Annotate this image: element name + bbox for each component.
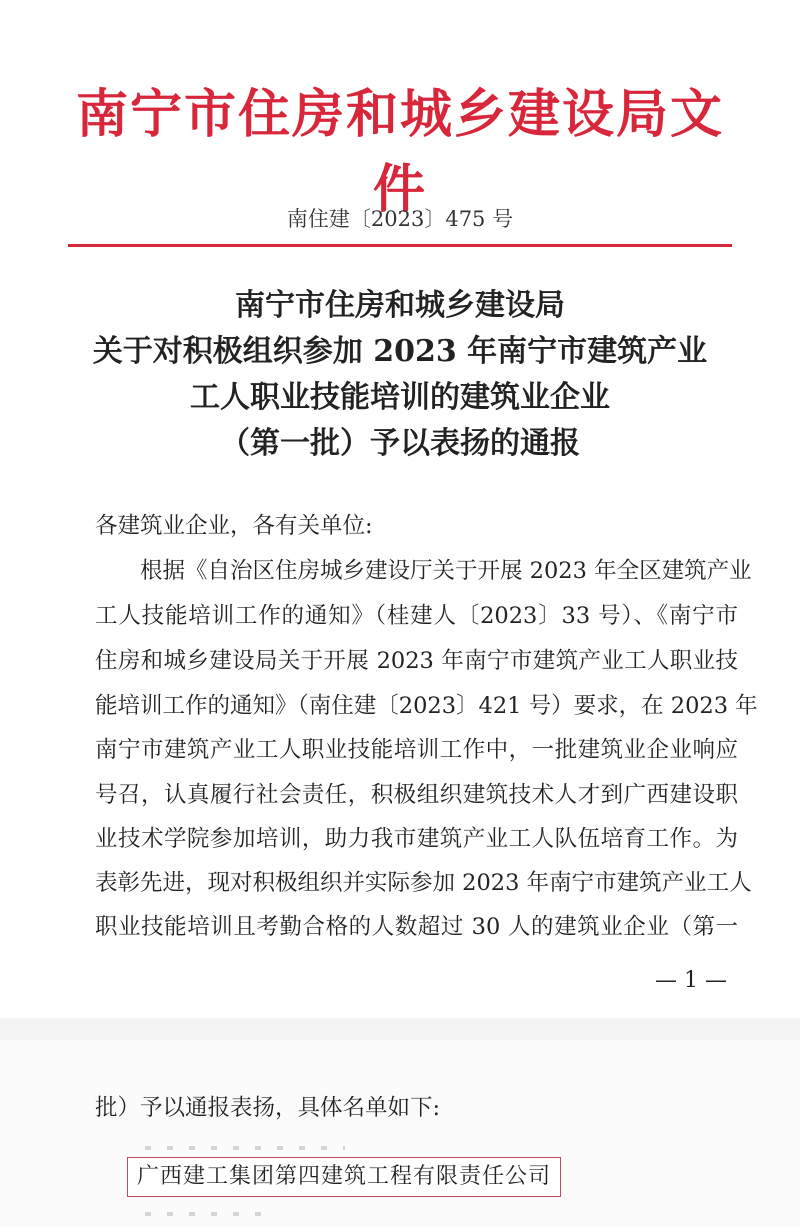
continuation-line: 批）予以通报表扬，具体名单如下:: [95, 1095, 441, 1121]
body-line: 工人技能培训工作的通知》（桂建人〔2023〕33 号）、《南宁市: [95, 603, 738, 629]
faded-text-line: [145, 1146, 345, 1150]
org-header-title: 南宁市住房和城乡建设局文件: [75, 85, 724, 220]
body-line: 住房和城乡建设局关于开展 2023 年南宁市建筑产业工人职业技: [95, 648, 738, 674]
body-line: 南宁市建筑产业工人职业技能培训工作中，一批建筑业企业响应: [95, 737, 738, 763]
notice-title-line: 南宁市住房和城乡建设局: [235, 288, 565, 323]
notice-title-line: （第一批）予以表扬的通报: [220, 426, 580, 461]
body-line: 表彰先进，现对积极组织并实际参加 2023 年南宁市建筑产业工人: [95, 870, 752, 896]
salutation: 各建筑业企业，各有关单位:: [95, 513, 373, 539]
red-divider: [68, 244, 732, 247]
notice-title-line: 工人职业技能培训的建筑业企业: [190, 380, 610, 415]
body-line: 业技术学院参加培训，助力我市建筑产业工人队伍培育工作。为: [95, 826, 738, 852]
notice-title-line: 关于对积极组织参加 2023 年南宁市建筑产业: [92, 334, 708, 369]
body-line: 根据《自治区住房城乡建设厅关于开展 2023 年全区建筑产业: [140, 558, 752, 584]
faded-text-line: [145, 1212, 275, 1216]
body-line: 职业技能培训且考勤合格的人数超过 30 人的建筑业企业（第一: [95, 914, 738, 940]
body-line: 号召，认真履行社会责任，积极组织建筑技术人才到广西建设职: [95, 782, 738, 808]
page-number: — 1 —: [655, 968, 727, 993]
highlighted-company-name: 广西建工集团第四建筑工程有限责任公司: [127, 1157, 561, 1197]
document-page-2: [0, 1040, 800, 1227]
document-number: 南住建〔2023〕475 号: [286, 207, 514, 231]
body-line: 能培训工作的通知》（南住建〔2023〕421 号）要求，在 2023 年: [95, 693, 758, 719]
